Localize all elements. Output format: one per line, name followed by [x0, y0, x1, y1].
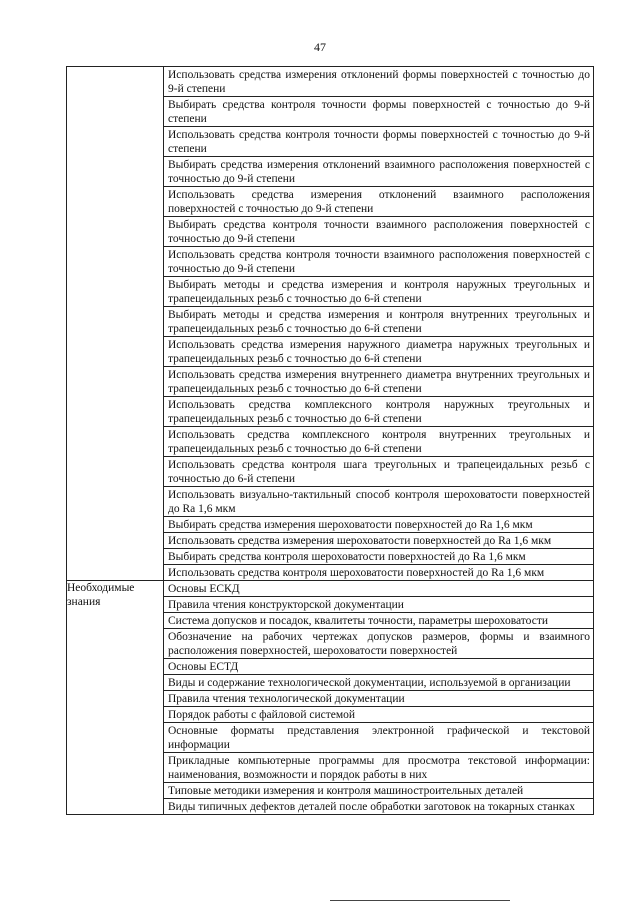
- table-row: Выбирать методы и средства измерения и контроля внутренних треугольных и трапецеидальных резьб с точностью до 6-й степени: [164, 307, 593, 337]
- skills-content-cell: [164, 67, 594, 581]
- section-label: Необходимые знания: [67, 581, 164, 815]
- table-row: Выбирать средства контроля точности формы поверхностей с точностью до 9-й степени: [164, 97, 593, 127]
- table-row: Выбирать средства контроля шероховатости поверхностей до Ra 1,6 мкм: [164, 549, 593, 565]
- table-row: Выбирать методы и средства измерения и контроля наружных треугольных и трапецеидальных резьб с точностью до 6-й степени: [164, 277, 593, 307]
- table-row: Выбирать средства измерения шероховатости поверхностей до Ra 1,6 мкм: [164, 517, 593, 533]
- table-row: Использовать средства контроля шероховатости поверхностей до Ra 1,6 мкм: [168, 567, 545, 579]
- table-row: Виды типичных дефектов деталей после обработки заготовок на токарных станках: [168, 801, 576, 813]
- table-row: Виды и содержание технологической документации, используемой в организации: [164, 675, 593, 691]
- table-row: Основы ЕСКД: [164, 581, 593, 597]
- bottom-divider: [330, 900, 510, 901]
- skills-label-cell: [67, 67, 164, 581]
- table-row: Прикладные компьютерные программы для просмотра текстовой информации: наименования, возможности и порядок работы в них: [164, 753, 593, 783]
- knowledge-content-cell: [164, 581, 594, 815]
- requirements-table: [66, 66, 594, 815]
- skills-section-row: [67, 67, 594, 581]
- knowledge-section-row: [67, 581, 594, 815]
- table-row: Основы ЕСТД: [164, 659, 593, 675]
- table-row: Использовать средства контроля точности взаимного расположения поверхностей с точностью до 9-й степени: [164, 247, 593, 277]
- table-row: Использовать средства комплексного контроля наружных треугольных и трапецеидальных резьб с точностью до 6-й степени: [164, 397, 593, 427]
- table-row: Использовать средства комплексного контроля внутренних треугольных и трапецеидальных резьб с точностью до 6-й степени: [164, 427, 593, 457]
- table-row: Система допусков и посадок, квалитеты точности, параметры шероховатости: [164, 613, 593, 629]
- table-row: Правила чтения конструкторской документации: [164, 597, 593, 613]
- table-row: Выбирать средства контроля точности взаимного расположения поверхностей с точностью до 9-й степени: [164, 217, 593, 247]
- table-row: Выбирать средства измерения отклонений взаимного расположения поверхностей с точностью до 9-й степени: [164, 157, 593, 187]
- table-row: Использовать средства измерения наружного диаметра наружных треугольных и трапецеидальных резьб с точностью до 6-й степени: [164, 337, 593, 367]
- table-row: Использовать средства контроля точности формы поверхностей с точностью до 9-й степени: [164, 127, 593, 157]
- table-row: Использовать средства измерения отклонений взаимного расположения поверхностей с точностью до 9-й степени: [164, 187, 593, 217]
- table-row: Правила чтения технологической документации: [164, 691, 593, 707]
- table-row: Использовать средства измерения внутреннего диаметра внутренних треугольных и трапецеидальных резьб с точностью до 6-й степени: [164, 367, 593, 397]
- page-number: 47: [314, 40, 326, 54]
- table-row: Использовать средства измерения шероховатости поверхностей до Ra 1,6 мкм: [164, 533, 593, 549]
- table-row: Типовые методики измерения и контроля машиностроительных деталей: [164, 783, 593, 799]
- table-row: Порядок работы с файловой системой: [164, 707, 593, 723]
- table-row: Использовать средства измерения отклонений формы поверхностей с точностью до 9-й степени: [164, 67, 593, 97]
- table-row: Основные форматы представления электронной графической и текстовой информации: [164, 723, 593, 753]
- table-row: Использовать средства контроля шага треугольных и трапецеидальных резьб с точностью до 6-й степени: [164, 457, 593, 487]
- table-row: Использовать визуально-тактильный способ контроля шероховатости поверхностей до Ra 1,6 мкм: [164, 487, 593, 517]
- table-row: Обозначение на рабочих чертежах допусков размеров, формы и взаимного расположения поверхностей, шероховатости поверхностей: [164, 629, 593, 659]
